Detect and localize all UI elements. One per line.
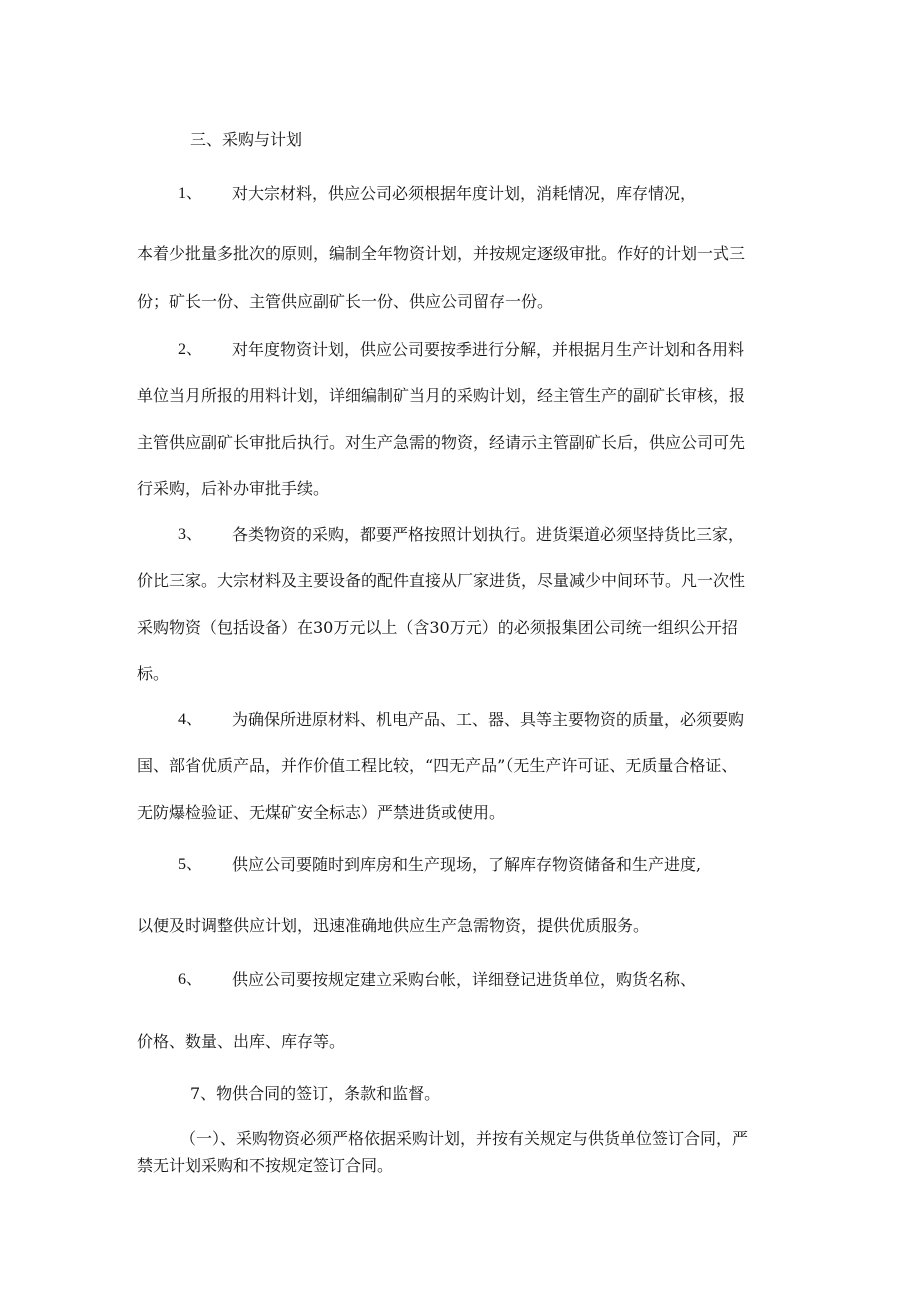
- item-1-text-line: 本着少批量多批次的原则，编制全年物资计划，并按规定逐级审批。作好的计划一式三: [137, 244, 746, 263]
- item-3-first-line: 各类物资的采购，都要严格按照计划执行。进货渠道必须坚持货比三家，: [232, 525, 745, 544]
- item-6-text-line: 价格、数量、出库、库存等。: [137, 1032, 346, 1051]
- item-1-number: 1、: [178, 185, 203, 202]
- item-2-number: 2、: [178, 341, 203, 358]
- item-3-text-line: 价比三家。大宗材料及主要设备的配件直接从厂家进货，尽量减少中间环节。凡一次性: [137, 571, 746, 590]
- sub-item-1-first-line: （一）、采购物资必须严格依据采购计划，并按有关规定与供货单位签订合同，严: [180, 1129, 749, 1148]
- item-4-text-line: 无防爆检验证、无煤矿安全标志）严禁进货或使用。: [137, 803, 506, 822]
- item-2-text-line: 单位当月所报的用料计划，详细编制矿当月的采购计划，经主管生产的副矿长审核，报: [137, 386, 746, 405]
- item-5-number: 5、: [178, 856, 203, 873]
- item-2-text-line: 行采购，后补办审批手续。: [137, 479, 330, 498]
- item-1-first-line: 对大宗材料，供应公司必须根据年度计划，消耗情况，库存情况，: [232, 184, 697, 203]
- item-2-first-line: 对年度物资计划，供应公司要按季进行分解，并根据月生产计划和各用料: [232, 340, 745, 359]
- item-5-first-line: 供应公司要随时到库房和生产现场，了解库存物资储备和生产进度,: [232, 855, 702, 874]
- item-1-text-line: 份；矿长一份、主管供应副矿长一份、供应公司留存一份。: [137, 292, 554, 311]
- section-heading: 三、采购与计划: [190, 130, 303, 149]
- item-5-text-line: 以便及时调整供应计划，迅速准确地供应生产急需物资，提供优质服务。: [137, 916, 650, 935]
- item-6-number: 6、: [178, 971, 203, 988]
- item-3-text-line: 标。: [137, 664, 170, 683]
- item-7-heading: 7、物供合同的签订，条款和监督。: [190, 1084, 441, 1103]
- item-4-number: 4、: [178, 711, 203, 728]
- item-6-first-line: 供应公司要按规定建立采购台帐，详细登记进货单位，购货名称、: [232, 970, 697, 989]
- item-3-text-line: 采购物资（包括设备）在30万元以上（含30万元）的必须报集团公司统一组织公开招: [137, 618, 738, 637]
- item-4-text-line: 国、部省优质产品，并作价值工程比较，“四无产品”（无生产许可证、无质量合格证、: [137, 756, 738, 775]
- item-3-number: 3、: [178, 526, 203, 543]
- sub-item-1-second-line: 禁无计划采购和不按规定签订合同。: [137, 1156, 394, 1175]
- item-2-text-line: 主管供应副矿长审批后执行。对生产急需的物资，经请示主管副矿长后，供应公司可先: [137, 433, 746, 452]
- item-4-first-line: 为确保所进原材料、机电产品、工、器、具等主要物资的质量，必须要购: [232, 710, 745, 729]
